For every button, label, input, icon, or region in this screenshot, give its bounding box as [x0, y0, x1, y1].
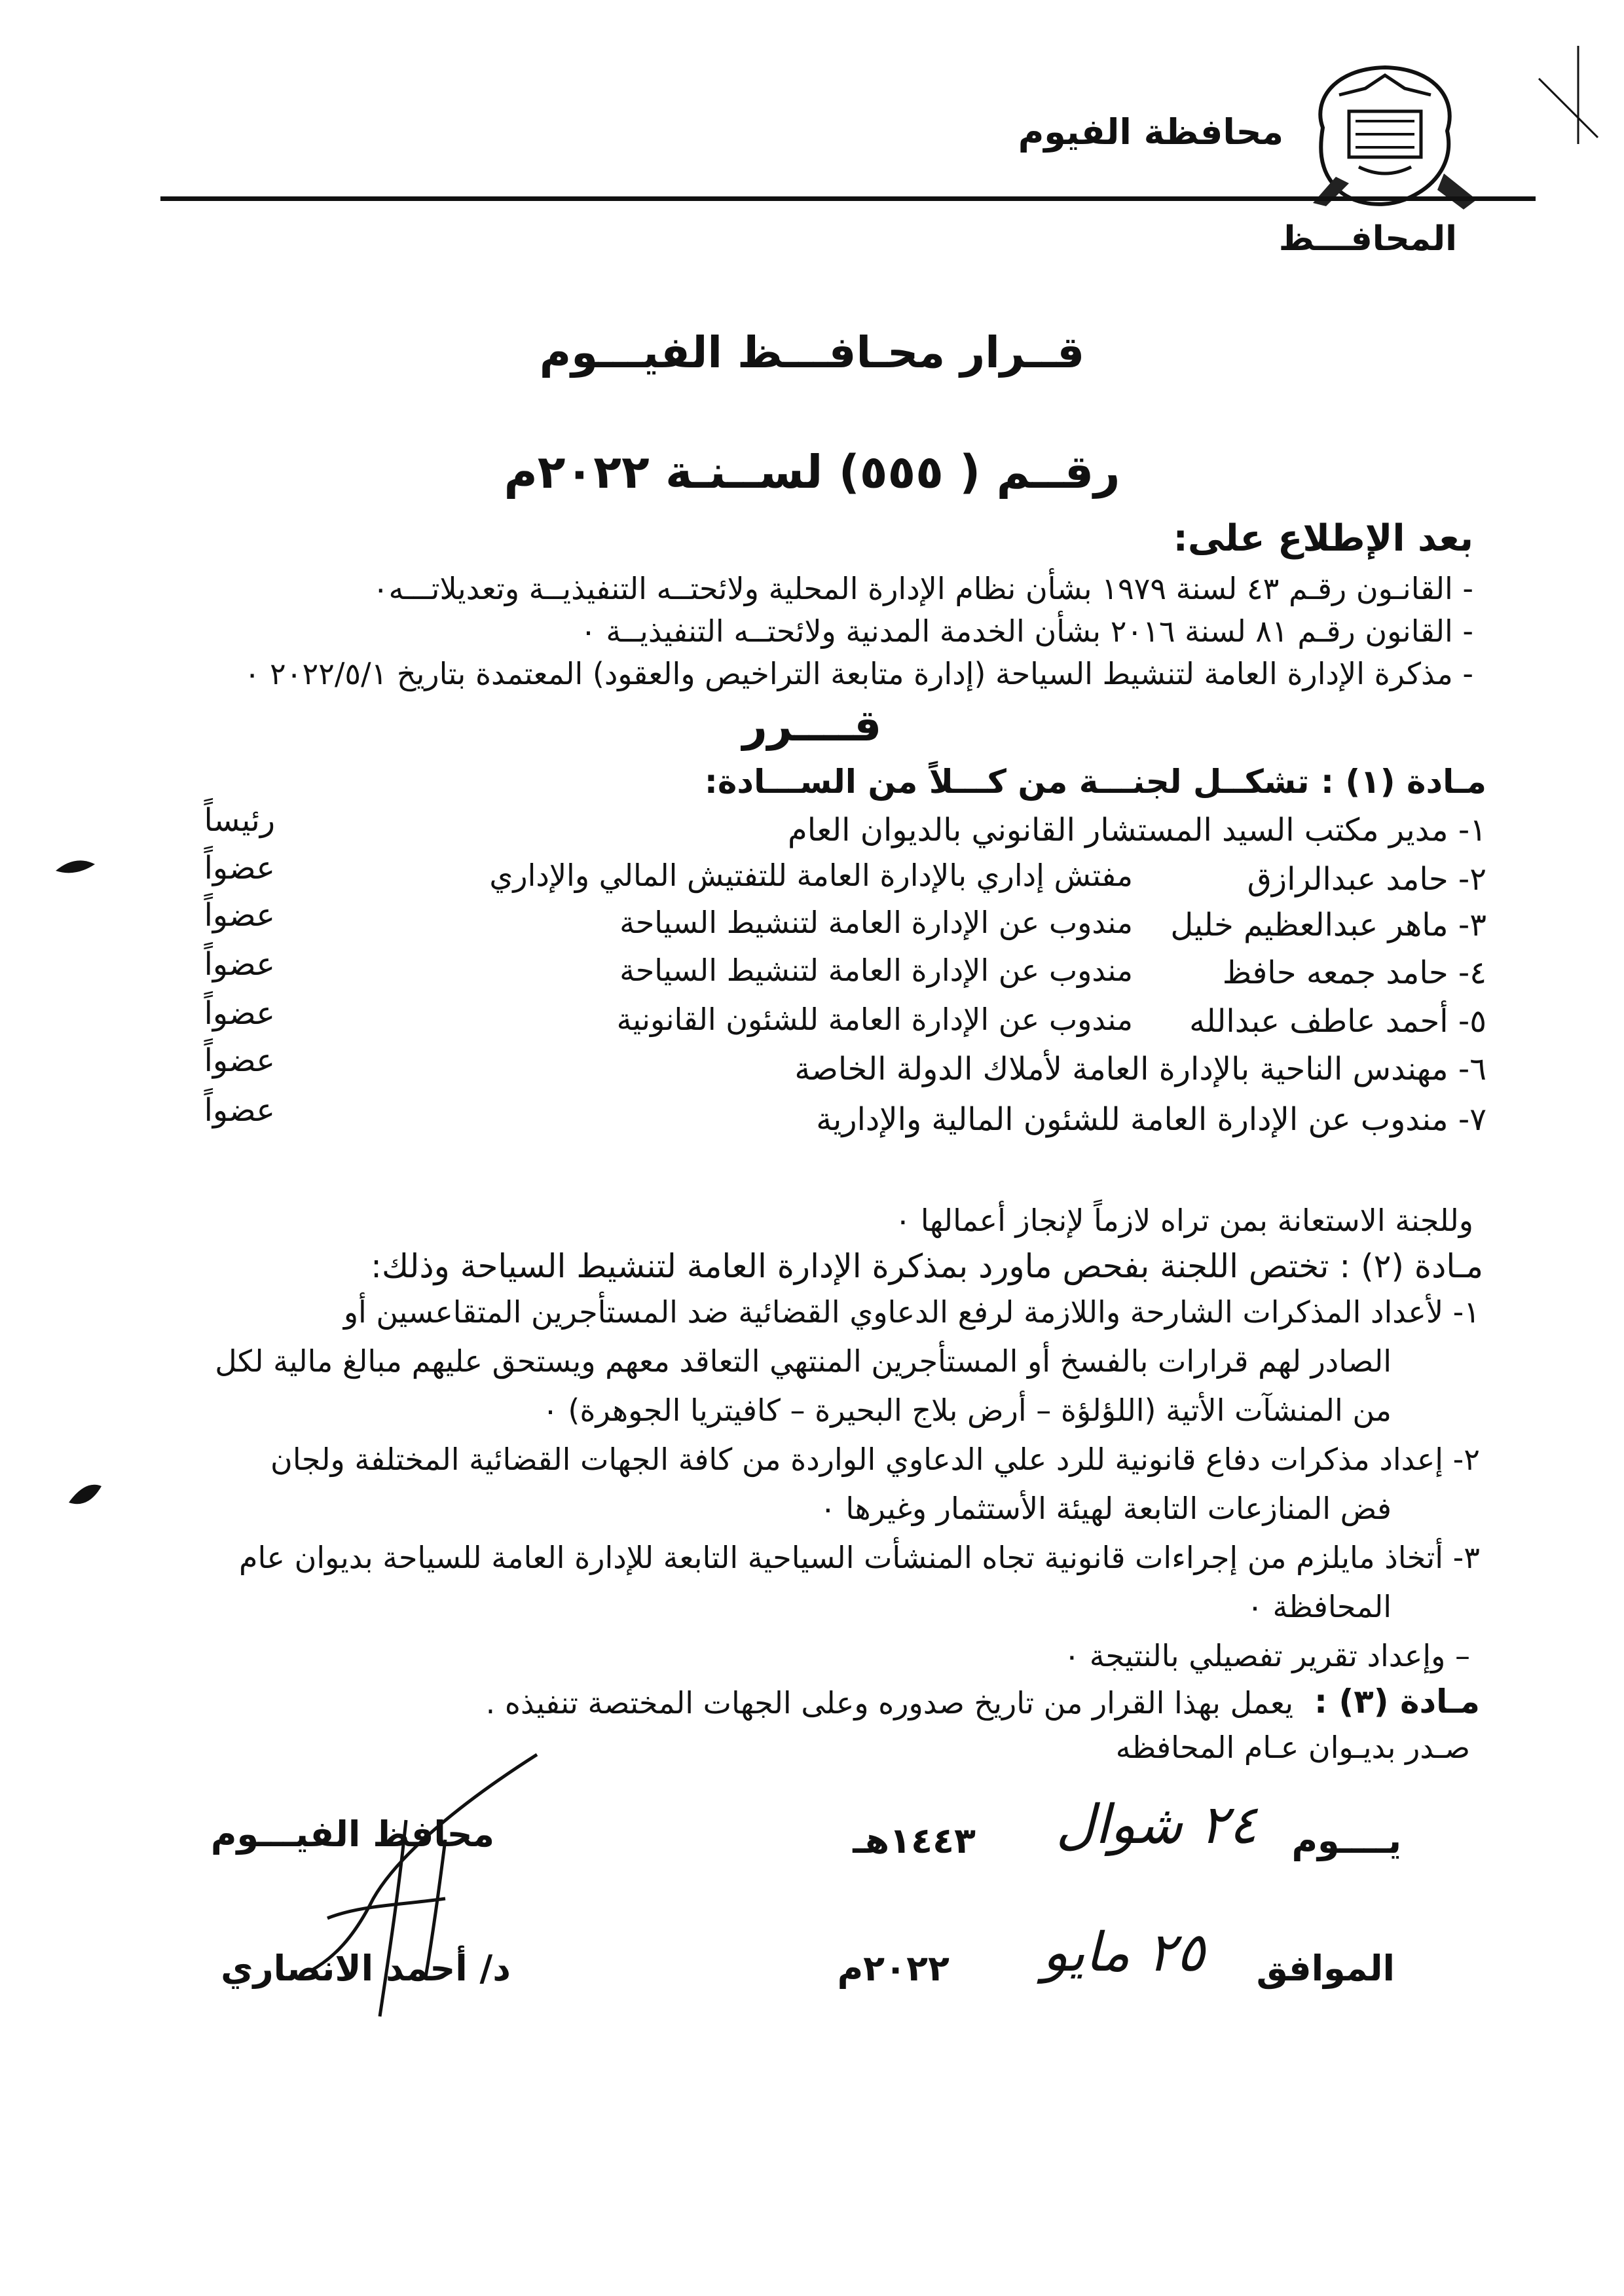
member-position: رئيساً	[204, 802, 275, 839]
scan-mark	[62, 1476, 108, 1516]
preamble-item: - القانون رقـم ٨١ لسنة ٢٠١٦ بشأن الخدمة المدنية ولائحتــه التنفيذيــة ٠	[580, 613, 1473, 649]
member-role: مندوب عن الإدارة العامة لتنشيط السياحة	[619, 953, 1133, 988]
governorate-name: محافظة الفيوم	[1018, 111, 1283, 153]
gregorian-year: ٢٠٢٢م	[837, 1948, 950, 1989]
hijri-date-handwritten: ٢٤ شوال	[1056, 1794, 1257, 1856]
article-2-line: ٣- أتخاذ مايلزم من إجراءات قانونية تجاه المنشأت السياحية التابعة للإدارة العامة للسياحة بديوان عام	[239, 1540, 1480, 1575]
gregorian-date-prefix: الموافق	[1256, 1948, 1395, 1989]
member-position: عضواً	[204, 897, 275, 934]
office-label: المحافـــظ	[1278, 219, 1457, 259]
header-divider	[160, 196, 1536, 201]
member-role: مندوب عن الإدارة العامة لتنشيط السياحة	[619, 905, 1133, 940]
committee-note: وللجنة الاستعانة بمن تراه لازماً لإنجاز أعمالها ٠	[895, 1203, 1473, 1238]
article-2-line: من المنشآت الأتية (اللؤلؤة – أرض بلاج البحيرة – كافيتريا الجوهرة) ٠	[542, 1393, 1392, 1428]
governorate-emblem-icon	[1287, 49, 1483, 213]
article-3-text: يعمل بهذا القرار من تاريخ صدوره وعلى الجهات المختصة تنفيذه .	[485, 1685, 1293, 1721]
member-name: ٧- مندوب عن الإدارة العامة للشئون المالية والإدارية	[816, 1101, 1486, 1138]
member-role: مندوب عن الإدارة العامة للشئون القانونية	[616, 1002, 1133, 1037]
preamble-heading: بعد الإطلاع على:	[1173, 517, 1473, 560]
member-position: عضواً	[204, 850, 275, 886]
member-position: عضواً	[204, 1092, 275, 1129]
member-position: عضواً	[204, 995, 275, 1032]
member-name: ٤- حامد جمعه حافظ	[1222, 955, 1486, 991]
scan-mark	[1526, 39, 1604, 157]
member-name: ٦- مهندس الناحية بالإدارة العامة لأملاك الدولة الخاصة	[794, 1051, 1486, 1087]
preamble-item: - مذكرة الإدارة العامة لتنشيط السياحة (إدارة متابعة التراخيص والعقود) المعتمدة بتاريخ ٢٠٢٢/٥/١ ٠	[244, 656, 1473, 691]
article-2-line: ٢- إعداد مذكرات دفاع قانونية للرد علي الدعاوي الواردة من كافة الجهات القضائية المختلفة ولجان	[270, 1442, 1480, 1477]
scan-mark	[49, 851, 101, 884]
article-2-line: – وإعداد تقرير تفصيلي بالنتيجة ٠	[1063, 1638, 1470, 1673]
decree-title: قــرار محـافـــظ الفيـــوم	[539, 327, 1085, 378]
article-3-heading: مـادة (٣) :	[1314, 1683, 1480, 1721]
member-role: مفتش إداري بالإدارة العامة للتفتيش المالي والإداري	[489, 858, 1133, 893]
hijri-date-prefix: يــــوم	[1291, 1820, 1401, 1861]
article-2-line: فض المنازعات التابعة لهيئة الأستثمار وغيرها ٠	[819, 1491, 1392, 1526]
member-name: ٥- أحمد عاطف عبدالله	[1189, 1003, 1486, 1040]
member-position: عضواً	[204, 1042, 275, 1079]
decided-heading: قــــرر	[742, 701, 882, 751]
article-2-line: الصادر لهم قرارات بالفسخ أو المستأجرين المنتهي التعاقد معهم ويستحق عليهم مبالغ مالية لكل	[215, 1343, 1392, 1379]
preamble-item: - القانـون رقـم ٤٣ لسنة ١٩٧٩ بشأن نظام الإدارة المحلية ولائحتــه التنفيذيــة وتعديلاتـــه٠	[372, 571, 1473, 606]
article-2-heading: مـادة (٢) : تختص اللجنة بفحص ماورد بمذكرة الإدارة العامة لتنشيط السياحة وذلك:	[371, 1247, 1483, 1285]
decree-number: رقــم ( ٥٥٥) لســنـة ٢٠٢٢م	[504, 445, 1120, 499]
gregorian-date-handwritten: ٢٥ مايو	[1042, 1922, 1205, 1984]
signatory-name: د/ أحمد الانصاري	[221, 1948, 511, 1989]
hijri-year: ١٤٤٣هـ	[853, 1820, 976, 1861]
signatory-title: محافظ الفيـــوم	[210, 1813, 494, 1855]
article-1-heading: مـادة (١) : تشكــل لجنـــة من كـــلاً من الســـادة:	[704, 763, 1486, 801]
member-name: ٢- حامد عبدالرازق	[1247, 861, 1486, 898]
member-name: ٣- ماهر عبدالعظيم خليل	[1170, 907, 1486, 943]
member-position: عضواً	[204, 946, 275, 983]
handwritten-signature	[249, 1741, 550, 2043]
article-2-line: المحافظة ٠	[1247, 1589, 1392, 1624]
issued-line: صـدر بديـوان عـام المحافظه	[1115, 1730, 1470, 1765]
member-name: ١- مدير مكتب السيد المستشار القانوني بالديوان العام	[788, 812, 1486, 848]
article-2-line: ١- لأعداد المذكرات الشارحة واللازمة لرفع الدعاوي القضائية ضد المستأجرين المتقاعسين أو	[343, 1294, 1480, 1330]
